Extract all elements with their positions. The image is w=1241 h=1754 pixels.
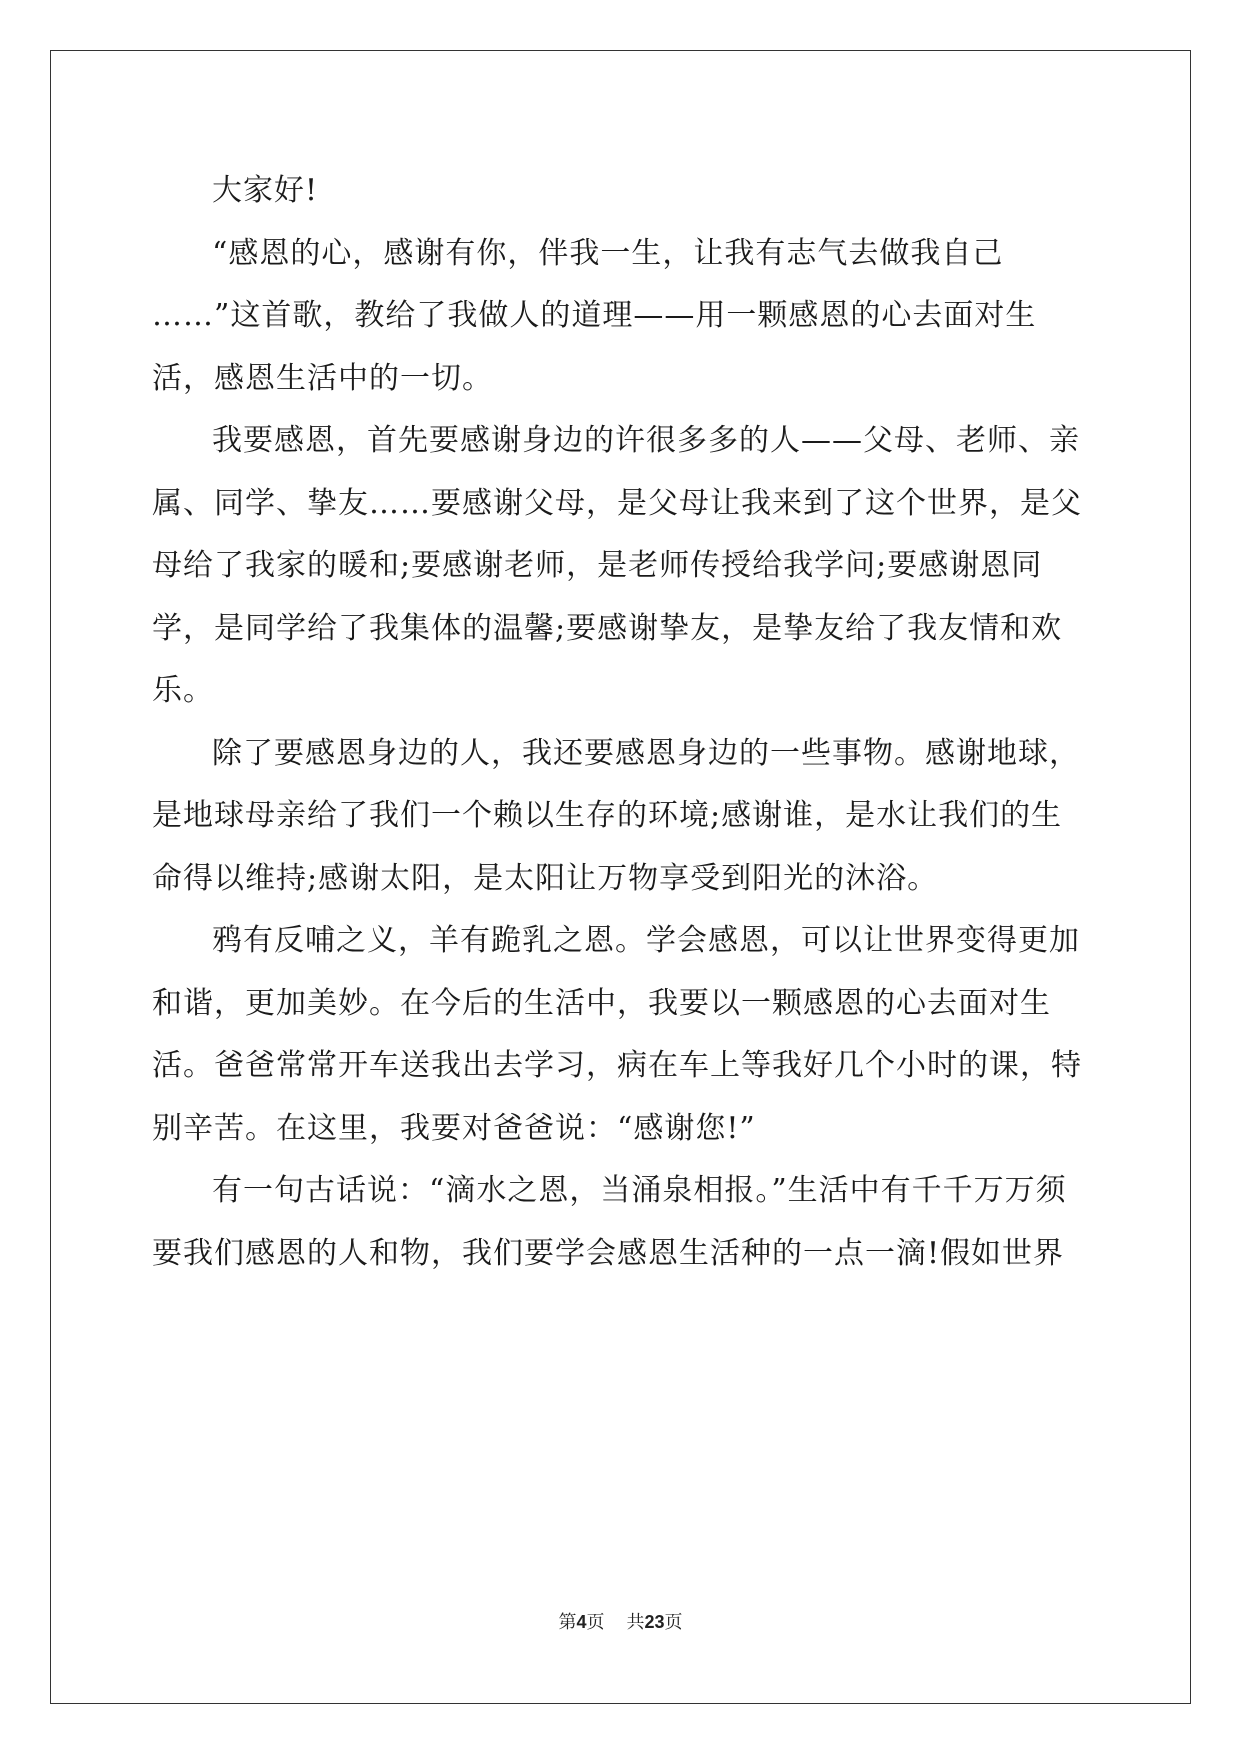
greeting-paragraph: 大家好! [212,173,319,208]
song-paragraph: “感恩的心，感谢有你，伴我一生，让我有志气去做我自己 ……”这首歌，教给了我做人的道理——用一颗感恩的心去面对生活，感恩生活中的一切。 [152,235,1037,396]
total-pages: 23 [644,1612,665,1632]
thank-people-paragraph: 我要感恩，首先要感谢身边的许很多多的人——父母、老师、亲属、同学、挚友……要感谢父母，是父母让我来到了这个世界，是父母给了我家的暖和;要感谢老师，是老师传授给我学问;要感谢恩同学，是同学给了我集体的温馨;要感谢挚友，是挚友给了我友情和欢乐。 [152,423,1082,708]
gratitude-paragraph: 鸦有反哺之义，羊有跪乳之恩。学会感恩，可以让世界变得更加和谐，更加美妙。在今后的生活中，我要以一颗感恩的心去面对生活。爸爸常常开车送我出去学习，病在车上等我好几个小时的课，特别辛苦。在这里，我要对爸爸说：“感谢您!” [152,923,1082,1146]
proverb-paragraph: 有一句古话说：“滴水之恩，当涌泉相报。”生活中有千千万万须要我们感恩的人和物，我们要学会感恩生活种的一点一滴!假如世界 [152,1173,1067,1271]
thank-things-paragraph: 除了要感恩身边的人，我还要感恩身边的一些事物。感谢地球，是地球母亲给了我们一个赖以生存的环境;感谢谁，是水让我们的生命得以维持;感谢太阳，是太阳让万物享受到阳光的沐浴。 [152,735,1080,896]
document-body [152,160,1092,1285]
page-prefix: 第 [558,1612,577,1632]
page-number: 4 [576,1612,587,1632]
page-footer [0,1608,1241,1634]
total-suffix: 页 [664,1612,683,1632]
page-suffix: 页 [586,1612,605,1632]
total-prefix: 共 [626,1612,645,1632]
